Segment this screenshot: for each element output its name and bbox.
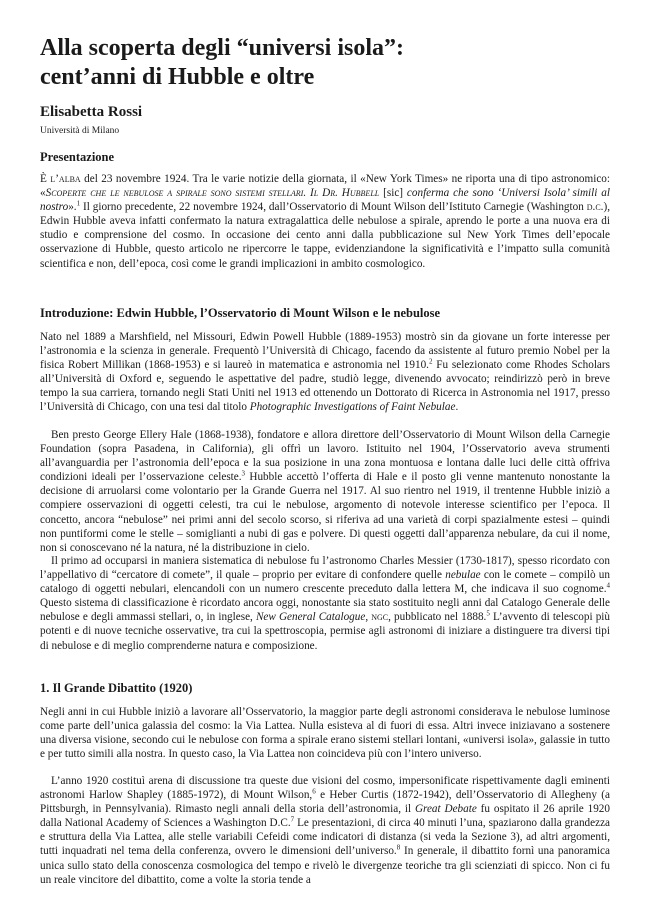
section-heading-introduzione: Introduzione: Edwin Hubble, l’Osservatorio di Mount Wilson e le nebulose [40, 306, 441, 320]
paragraph-presentazione [40, 172, 610, 271]
article-title [40, 34, 610, 92]
text-run: del 23 novembre 1924. Tra le varie notizie della giornata, il «New York Times» ne riporta una di tipo astronomico: « [40, 173, 610, 200]
text-run: ». [68, 201, 77, 214]
text-run: fu ospitato il 26 aprile 1920 dalla National Academy of Sciences a Washington D.C. [40, 803, 610, 830]
text-run: [sic] [379, 187, 407, 200]
author-name: Elisabetta Rossi [40, 104, 143, 120]
text-run: ), Edwin Hubble aveva infatti confermato la natura extragalattica delle nebulose a spirale, aprendo le porte a una nuova era di studio e comprensione del cosmo. In occasione dei cento anni dalla pubblicazione sul New York Times dell’epocale osservazione di Hubble, questo articolo ne ripercorre le tappe, evidenziandone la significatività e l’impatto sulla comunità scientifica e non, dell’epoca, così come le grandi implicazioni in ambito cosmologico. [40, 201, 610, 270]
headline-quote-2: conferma che sono ‘Universi Isola’ simili al nostro [40, 187, 610, 214]
smallcaps-opening: l’alba [50, 173, 81, 185]
text-run: Ben presto George Ellery Hale (1868-1938), fondatore e allora direttore dell’Osservatorio di Mount Wilson della Carnegie Foundation (sopra Pasadena, in California), gli offrì un lavoro. Istituito nel 1904, l’Osservatorio aveva strumenti all’avanguardia per l’astronomia dell’epoca e la sua posizione in una zona montuosa e lontana dalle luci delle città offriva condizioni ideali per l’osservazione celeste. [40, 429, 610, 484]
text-run: ngc [371, 611, 389, 624]
title-line-2: cent’anni di Hubble e oltre [40, 64, 315, 90]
footnote-ref-3[interactable]: 3 [241, 469, 246, 478]
text-run: nebulae [445, 569, 481, 582]
headline-quote: Scoperte che le nebulose a spirale sono sistemi stellari. Il Dr. Hubbell [45, 187, 380, 200]
text-run: d.c. [586, 201, 604, 214]
author-affiliation: Università di Milano [40, 126, 120, 136]
text-run: Il giorno precedente, 22 novembre 1924, dall’Osservatorio di Mount Wilson dell’Istituto Carnegie (Washington [80, 201, 587, 214]
text-run: Fu selezionato come Rhodes Scholars all’Università di Oxford e, seguendo le aspettative del padre, studiò legge, divenendo avvocato; reindirizzò però in breve tempo la sua carriera, tornando negli Stati Uniti nel 1913 ed ottenendo un Dottorato di Ricerca in Astronomia nel 1917, presso l’Università di Chicago, con una tesi dal titolo [40, 359, 610, 414]
text-run: L’anno 1920 costituì arena di discussione tra queste due visioni del cosmo, impersonificate rispettivamente dagli eminenti astronomi Harlow Shapley (1885-1972), di Mount Wilson, [40, 775, 610, 802]
text-run: In generale, il dibattito fornì una panoramica unica sullo stato della conoscenza cosmologica del tempo e rivelò le divergenze teoriche tra gli scienziati di spicco. Non ci fu un reale vincitore del dibattito, come a volte la storia tende a [40, 845, 610, 886]
text-run: , pubblicato nel 1888. [388, 611, 487, 624]
text-run: con le comete – compilò un catalogo di oggetti nebulari, elencandoli con un numero crescente preceduto dalla lettera M, che indicava il suo cognome. [40, 569, 610, 596]
title-line-1: Alla scoperta degli “universi isola”: [40, 35, 404, 61]
thesis-title: Photographic Investigations of Faint Nebulae [249, 401, 456, 414]
text-run: Nato nel 1889 a Marshfield, nel Missouri, Edwin Powell Hubble (1889-1953) mostrò sin da giovane un forte interesse per l’astronomia e la scienza in generale. Frequentò l’Università di Chicago, facendo da assistente al futuro premio Nobel per la fisica Robert Millikan (1868-1953) e si laureò in matematica e astronomia nel 1910. [40, 331, 610, 372]
paragraph-intro-3 [40, 554, 610, 653]
text-run: Questo sistema di classificazione è ricordato ancora oggi, nonostante sia stato sostituito negli anni dal Catalogo Generale delle nebulose e degli ammassi stellari, o, in inglese, [40, 597, 610, 624]
section-heading-grande-dibattito: 1. Il Grande Dibattito (1920) [40, 681, 193, 695]
text-run: Le presentazioni, di circa 40 minuti l’una, spaziarono dalla grandezza e struttura della Via Lattea, alle stelle variabili Cefeidi come indicatori di distanza (si veda la Sezione 3), ad altri argomenti, tutti inquadrati nel tema della conferenza, ovvero le dimensioni dell’universo. [40, 817, 610, 858]
footnote-ref-7[interactable]: 7 [290, 815, 295, 824]
footnote-ref-6[interactable]: 6 [312, 787, 316, 796]
footnote-ref-2[interactable]: 2 [428, 357, 433, 366]
footnote-ref-4[interactable]: 4 [606, 581, 610, 590]
text-run: e Heber Curtis (1872-1942), dell’Osservatorio di Allegheny (a Pittsburgh, in Pennsylvania). Rimasto negli annali della storia dell’astronomia, il [40, 789, 610, 816]
paragraph-intro-2 [40, 428, 610, 555]
text-run: , [365, 611, 372, 624]
paragraph-dibattito-2 [40, 774, 610, 887]
section-heading-presentazione: Presentazione [40, 150, 115, 164]
text-run: New General Catalogue [255, 611, 366, 624]
dropcap: È [40, 173, 47, 185]
text-run: L’avvento di telescopi più potenti e di nuove tecniche osservative, tra cui la spettroscopia, permise agli astronomi di iniziare a distinguere tra diversi tipi di nebulose e di meglio comprenderne natura e composizione. [40, 611, 610, 652]
footnote-ref-8[interactable]: 8 [396, 843, 401, 852]
text-run: Hubble accettò l’offerta di Hale e il posto gli venne mantenuto nonostante la decisione di arruolarsi come volontario per la Grande Guerra nel 1917. Al suo rientro nel 1919, il trentenne Hubble iniziò a compiere osservazioni di oggetti celesti, tra cui le nebulose, argomento di notevole interesse scientifico per l’epoca. Il concetto, ancora “nebulose” nei primi anni del secolo scorso, si riferiva ad una varietà di corpi spazialmente estesi – quindi non puntiformi come le stelle – somiglianti a nubi di gas e polvere. Di questi oggetti dall’apparenza nebulare, da cui il nome, non si conoscevano né la natura, né la distribuzione in cielo. [40, 471, 610, 554]
text-run: Il primo ad occuparsi in maniera sistematica di nebulose fu l’astronomo Charles Messier (1730-1817), spesso ricordato con l’appellativo di “cercatore di comete”, il quale – proprio per evitare di confondere quelle [40, 555, 610, 582]
paragraph-dibattito-1: Negli anni in cui Hubble iniziò a lavorare all’Osservatorio, la maggior parte degli astronomi considerava le nebulose luminose come parte dell’unica galassia del cosmo: la Via Lattea. Nulla esisteva al di fuori di essa. Altri invece iniziavano a sostenere una diversa visione, secondo cui le nebulose con forma a spirale erano sistemi stellari lontani, «universi isola», galassie in tutto e per tutto simili alla nostra. In questo caso, la Via Lattea non coincideva più con l’intero universo. [40, 706, 610, 761]
paragraph-intro-1 [40, 330, 610, 415]
footnote-ref-1[interactable]: 1 [76, 199, 81, 208]
text-run: . [455, 401, 459, 414]
footnote-ref-5[interactable]: 5 [486, 609, 490, 618]
text-run: Great Debate [414, 803, 477, 816]
